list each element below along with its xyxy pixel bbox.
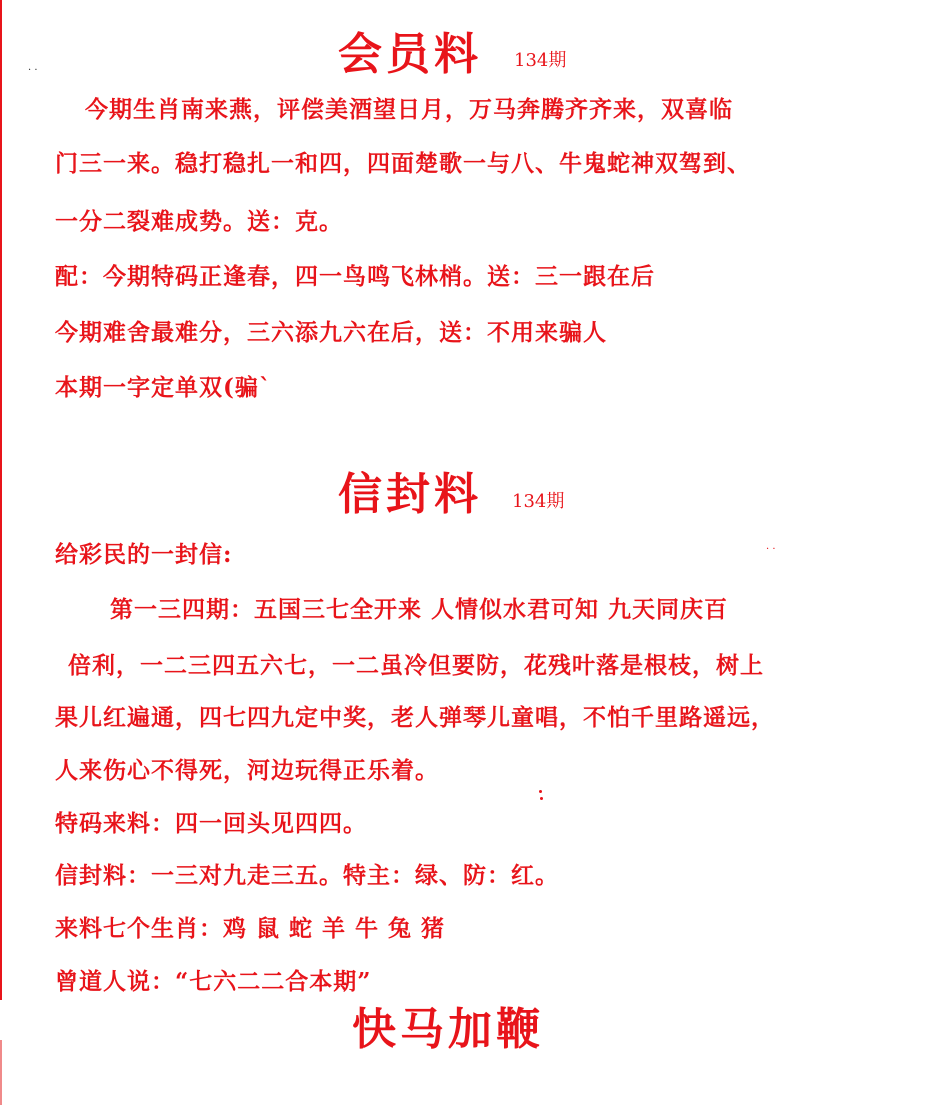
text-line: 今期难舍最难分，三六添九六在后，送：不用来骗人 — [55, 319, 607, 346]
scan-speck: · · — [766, 544, 776, 555]
text-line: 来料七个生肖：鸡 鼠 蛇 羊 牛 兔 猪 — [55, 915, 446, 942]
text-line: 本期一字定单双(骗` — [55, 374, 272, 401]
text-line: 今期生肖南来燕，评偿美酒望日月，万马奔腾齐齐来，双喜临 — [85, 96, 733, 123]
scan-speck — [540, 797, 543, 800]
text-line: 一分二裂难成势。送：克。 — [55, 208, 343, 235]
left-border-rule — [0, 0, 2, 1000]
section-title-envelope: 信封料 — [338, 469, 482, 520]
text-line: 倍利，一二三四五六七，一二虽冷但要防，花残叶落是根枝，树上 — [68, 652, 764, 679]
text-line: 门三一来。稳打稳扎一和四，四面楚歌一与八、牛鬼蛇神双驾到、 — [55, 150, 751, 177]
section-title-member: 会员料 — [338, 29, 482, 80]
letter-greeting: 给彩民的一封信: — [55, 541, 233, 568]
scan-speck: · · — [28, 65, 38, 76]
scan-speck — [539, 790, 542, 793]
section-title-fast-horse: 快马加鞭 — [352, 1004, 544, 1055]
left-border-rule-lower — [0, 1040, 2, 1105]
text-line: 第一三四期：五国三七全开来 人情似水君可知 九天同庆百 — [110, 596, 729, 623]
text-line: 人来伤心不得死，河边玩得正乐着。 — [55, 757, 439, 784]
text-line: 配：今期特码正逢春，四一鸟鸣飞林梢。送：三一跟在后 — [55, 263, 655, 290]
text-line: 信封料：一三对九走三五。特主：绿、防：红。 — [55, 862, 559, 889]
text-line: 曾道人说：“七六二二合本期” — [55, 968, 372, 995]
text-line: 果儿红遍通，四七四九定中奖，老人弹琴儿童唱，不怕千里路遥远， — [55, 704, 775, 731]
issue-number: 134期 — [512, 491, 565, 512]
text-line: 特码来料：四一回头见四四。 — [55, 810, 367, 837]
issue-number: 134期 — [514, 50, 567, 71]
